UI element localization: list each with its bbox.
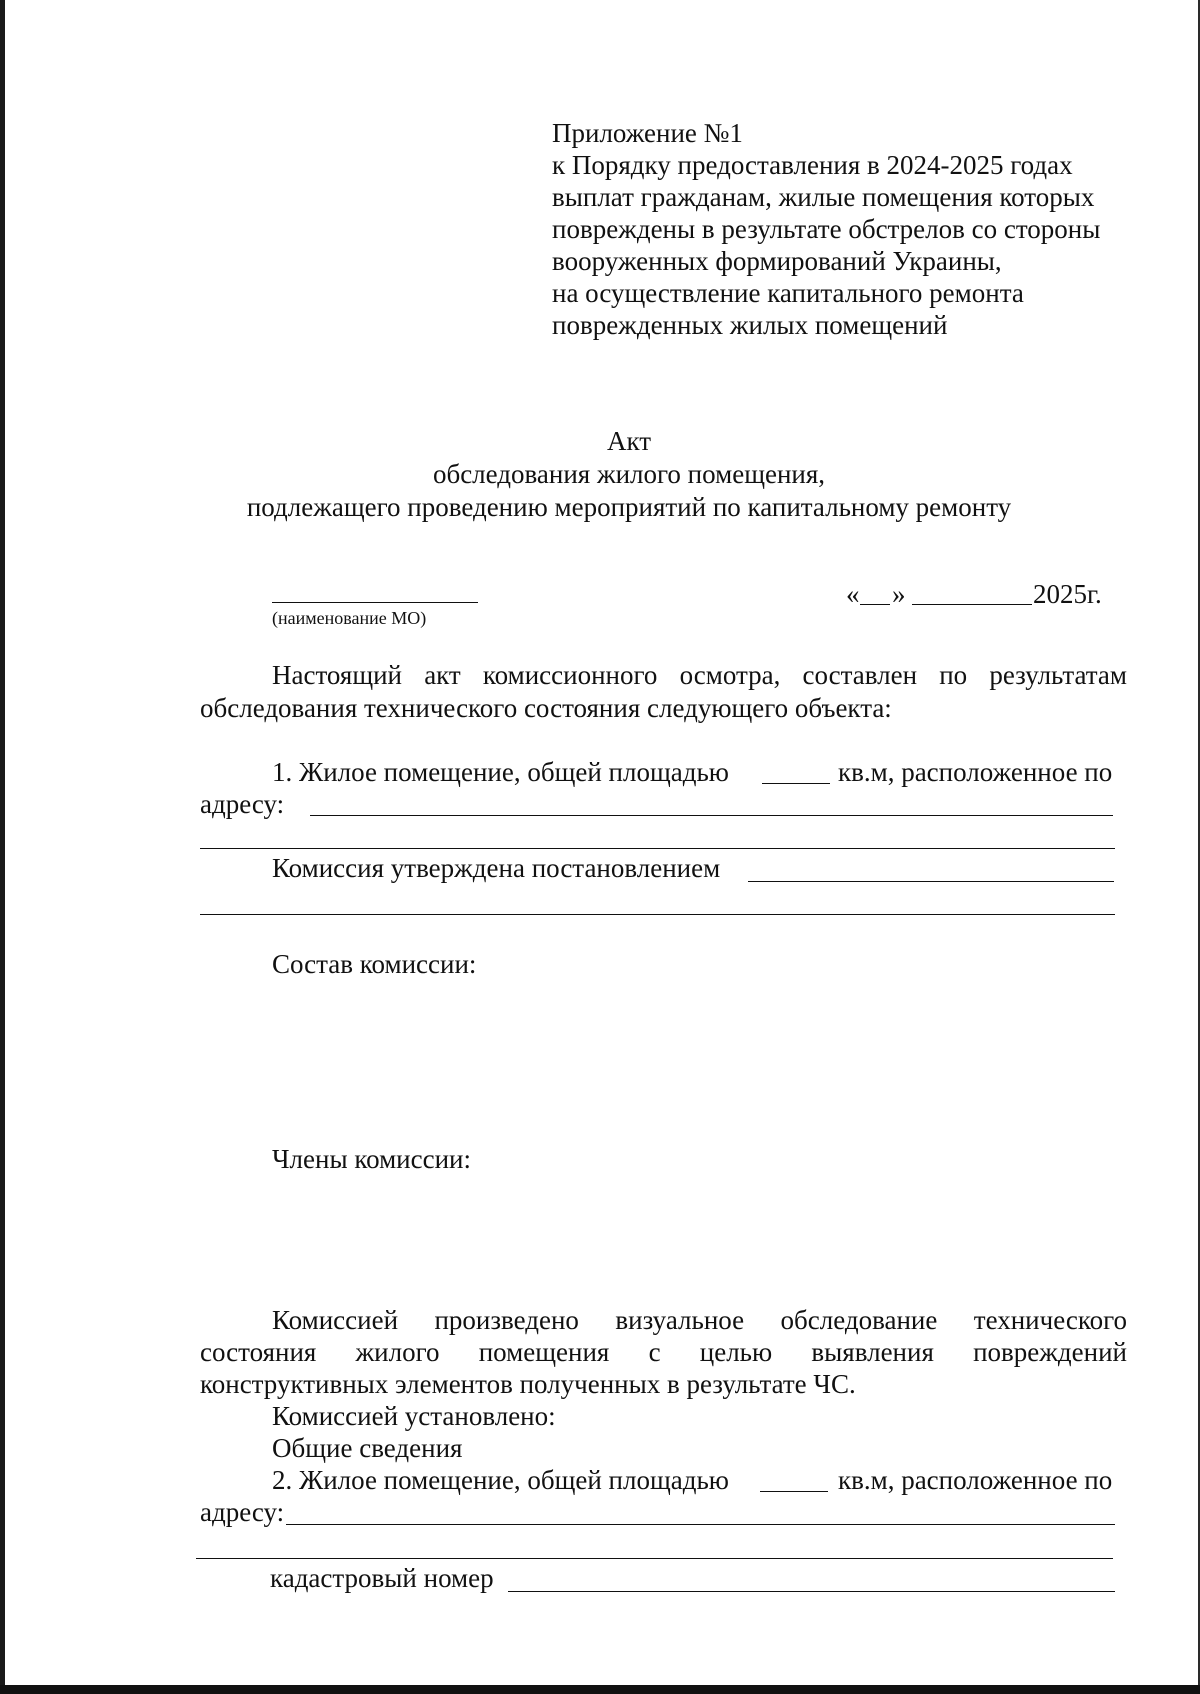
item1-area-field[interactable]: [762, 783, 830, 784]
word: произведено: [434, 1305, 579, 1335]
word: целью: [699, 1337, 773, 1367]
established-label: Комиссией установлено:: [272, 1401, 556, 1431]
inspection-line-1: [272, 1307, 1127, 1334]
scan-edge-left: [0, 0, 5, 1694]
date-open-quote: «: [846, 579, 860, 609]
date-close-quote: »: [892, 579, 906, 609]
appendix-line: выплат гражданам, жилые помещения которых: [552, 182, 1095, 212]
word: повреждений: [973, 1337, 1127, 1367]
item1-address-field[interactable]: [310, 815, 1113, 816]
word: Настоящий: [272, 660, 403, 690]
appendix-line: к Порядку предоставления в 2024-2025 годах: [552, 150, 1073, 180]
item1-text-before: 1. Жилое помещение, общей площадью: [272, 757, 729, 787]
commission-decree-field-line2[interactable]: [200, 914, 1115, 915]
item1-address-label: адресу:: [200, 789, 285, 819]
word: акт: [424, 660, 461, 690]
appendix-line: на осуществление капитального ремонта: [552, 278, 1024, 308]
date-year: 2025г.: [1033, 579, 1102, 609]
word: обследование: [780, 1305, 938, 1335]
word: состояния: [200, 1337, 317, 1367]
item2-text-after: кв.м, расположенное по: [838, 1465, 1113, 1495]
inspection-line-2: [200, 1339, 1127, 1366]
scan-edge-bottom: [0, 1685, 1200, 1694]
intro-line-2: обследования технического состояния следующего объекта:: [200, 693, 892, 723]
word: с: [648, 1337, 661, 1367]
word: Комиссией: [272, 1305, 399, 1335]
appendix-line: повреждены в результате обстрелов со стороны: [552, 214, 1101, 244]
intro-line-1: [272, 662, 1127, 689]
cadastral-number-field[interactable]: [508, 1591, 1115, 1592]
word: результатам: [989, 660, 1127, 690]
mo-name-field[interactable]: [272, 602, 478, 603]
item1-text-after: кв.м, расположенное по: [838, 757, 1113, 787]
appendix-line: Приложение №1: [552, 118, 743, 148]
word: составлен: [802, 660, 918, 690]
commission-decree-field[interactable]: [748, 881, 1114, 882]
appendix-line: вооруженных формирований Украины,: [552, 246, 1002, 276]
item2-text-before: 2. Жилое помещение, общей площадью: [272, 1465, 729, 1495]
title-act: Акт: [606, 426, 652, 456]
date-month-field[interactable]: [912, 604, 1032, 605]
cadastral-label: кадастровый номер: [270, 1563, 494, 1593]
word: осмотра,: [679, 660, 781, 690]
item2-address-label: адресу:: [200, 1497, 285, 1527]
word: визуальное: [615, 1305, 745, 1335]
word: технического: [973, 1305, 1127, 1335]
commission-composition-label: Состав комиссии:: [272, 949, 477, 979]
word: помещения: [478, 1337, 610, 1367]
title-purpose: подлежащего проведению мероприятий по капитальному ремонту: [246, 492, 1012, 522]
mo-name-caption: (наименование МО): [272, 608, 427, 628]
commission-decree-label: Комиссия утверждена постановлением: [272, 853, 721, 883]
word: выявления: [811, 1337, 934, 1367]
item2-address-field[interactable]: [286, 1524, 1115, 1525]
appendix-line: поврежденных жилых помещений: [552, 310, 948, 340]
title-subject: обследования жилого помещения,: [432, 459, 826, 489]
word: жилого: [355, 1337, 440, 1367]
general-info-label: Общие сведения: [272, 1433, 463, 1463]
item2-address-field-line2[interactable]: [196, 1558, 1113, 1559]
item2-area-field[interactable]: [760, 1491, 828, 1492]
word: по: [939, 660, 968, 690]
word: комиссионного: [482, 660, 658, 690]
commission-members-label: Члены комиссии:: [272, 1144, 471, 1174]
item1-address-field-line2[interactable]: [200, 848, 1115, 849]
date-day-field[interactable]: [860, 604, 890, 605]
inspection-line-3: конструктивных элементов полученных в результате ЧС.: [200, 1369, 856, 1399]
